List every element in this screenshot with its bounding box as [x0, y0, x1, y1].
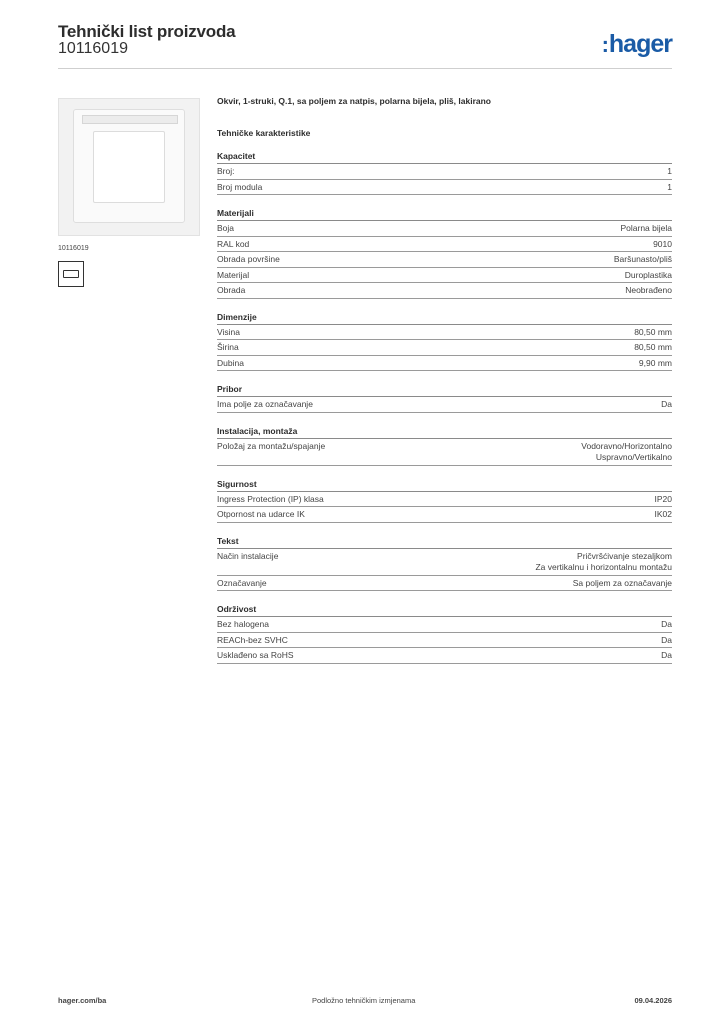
page-header — [58, 20, 672, 69]
spec-row — [217, 283, 672, 299]
spec-value-cell — [667, 182, 672, 194]
spec-row — [217, 252, 672, 268]
spec-row — [217, 356, 672, 372]
spec-label: Ingress Protection (IP) klasa — [217, 493, 324, 504]
spec-group — [217, 208, 672, 299]
spec-value-cell — [661, 619, 672, 631]
spec-value-cell — [661, 635, 672, 647]
spec-value: Da — [661, 619, 672, 629]
spec-value-cell — [581, 441, 672, 464]
spec-row — [217, 633, 672, 649]
spec-row — [217, 221, 672, 237]
spec-label: Broj modula — [217, 181, 263, 192]
spec-group — [217, 312, 672, 372]
spec-group-title: Instalacija, montaža — [217, 426, 672, 439]
spec-group-title: Kapacitet — [217, 151, 672, 164]
spec-label: Obrada — [217, 285, 246, 295]
footer-date: 09.04.2026 — [634, 996, 672, 1005]
spec-value: 1 — [667, 181, 672, 192]
spec-row — [217, 180, 672, 196]
spec-value: Duroplastika — [624, 269, 672, 280]
spec-value: 80,50 mm — [634, 342, 672, 352]
spec-row — [217, 397, 672, 413]
product-description: Okvir, 1-struki, Q.1, sa poljem za natpis, polarna bijela, pliš, lakirano — [217, 96, 491, 106]
footer-note: Podložno tehničkim izmjenama — [312, 996, 416, 1005]
spec-label: Dubina — [217, 357, 244, 368]
product-number: 10116019 — [58, 40, 128, 57]
section-title: Tehničke karakteristike — [217, 128, 311, 138]
spec-label: Način instalacije — [217, 550, 279, 561]
spec-value-cell — [573, 578, 672, 590]
spec-group-title: Tekst — [217, 536, 672, 549]
spec-value-cell — [620, 223, 672, 235]
spec-group — [217, 426, 672, 466]
spec-value-cell — [639, 358, 672, 370]
spec-group-title: Održivost — [217, 604, 672, 617]
spec-value: 9010 — [653, 238, 672, 249]
spec-value-cell — [655, 494, 673, 506]
spec-group — [217, 604, 672, 664]
spec-value: 1 — [667, 166, 672, 176]
image-reference: 10116019 — [58, 245, 89, 252]
spec-label: Širina — [217, 342, 239, 352]
spec-label: Materijal — [217, 269, 250, 280]
product-image — [58, 98, 200, 236]
spec-label: Boja — [217, 223, 235, 233]
spec-row — [217, 648, 672, 664]
product-image-column — [58, 98, 200, 287]
spec-row — [217, 237, 672, 253]
document-title: Tehnički list proizvoda — [58, 22, 236, 41]
specifications — [217, 96, 672, 664]
spec-value: Pričvršćivanje stezaljkom — [577, 550, 672, 561]
spec-row — [217, 576, 672, 592]
footer-website[interactable]: hager.com/ba — [58, 996, 107, 1005]
spec-value-cell — [634, 342, 672, 354]
spec-row — [217, 340, 672, 356]
spec-row — [217, 325, 672, 341]
spec-group-title: Sigurnost — [217, 479, 672, 492]
spec-group — [217, 151, 672, 195]
spec-value: Polarna bijela — [620, 223, 672, 233]
spec-label: REACh-bez SVHC — [217, 634, 288, 645]
spec-value: Da — [661, 650, 672, 660]
spec-label: Bez halogena — [217, 619, 269, 629]
spec-group-title: Materijali — [217, 208, 672, 221]
spec-row — [217, 164, 672, 180]
spec-label: RAL kod — [217, 238, 250, 249]
hager-logo: :hager — [601, 30, 672, 58]
spec-value: Baršunasto/pliš — [613, 254, 672, 264]
spec-label: Usklađeno sa RoHS — [217, 650, 294, 660]
spec-value-cell — [625, 285, 672, 297]
spec-row — [217, 617, 672, 633]
spec-label: Položaj za montažu/spajanje — [217, 440, 326, 451]
spec-value: Neobrađeno — [625, 285, 672, 295]
spec-value-cell — [653, 239, 672, 251]
spec-value-cell — [661, 650, 672, 662]
frame-opening — [93, 131, 165, 203]
spec-value-cell — [661, 399, 672, 411]
spec-value-cell — [634, 327, 672, 339]
spec-row — [217, 507, 672, 523]
spec-value: 9,90 mm — [638, 357, 672, 368]
spec-value: Vodoravno/Horizontalno — [581, 440, 672, 451]
spec-value: IK02 — [654, 509, 672, 519]
spec-row — [217, 439, 672, 466]
spec-row — [217, 492, 672, 508]
spec-group-title: Pribor — [217, 384, 672, 397]
spec-value: Da — [661, 634, 672, 645]
spec-label: Visina — [217, 326, 240, 337]
spec-label: Obrada površine — [217, 254, 280, 264]
spec-group — [217, 479, 672, 523]
spec-label: Broj: — [217, 166, 235, 176]
spec-value: 80,50 mm — [634, 326, 672, 337]
spec-value: IP20 — [654, 493, 672, 504]
spec-row — [217, 549, 672, 576]
spec-value: Sa poljem za označavanje — [572, 577, 672, 588]
spec-label: Ima polje za označavanje — [217, 399, 313, 409]
frame-symbol-icon — [58, 261, 84, 287]
spec-value-line2: Uspravno/Vertikalno — [595, 452, 672, 462]
spec-label: Otpornost na udarce IK — [217, 509, 305, 519]
spec-label: Označavanje — [217, 577, 267, 588]
spec-value-cell — [667, 166, 672, 178]
spec-value-cell — [535, 551, 672, 574]
spec-value: Da — [661, 399, 672, 409]
spec-value-cell — [625, 270, 672, 282]
spec-group — [217, 536, 672, 592]
spec-row — [217, 268, 672, 284]
spec-group-title: Dimenzije — [217, 312, 672, 325]
spec-value-cell — [655, 509, 673, 521]
frame-outer — [73, 109, 185, 223]
spec-groups — [217, 151, 672, 664]
spec-value-line2: Za vertikalnu i horizontalnu montažu — [535, 562, 672, 572]
spec-value-cell — [614, 254, 672, 266]
logo-text: hager — [608, 30, 672, 58]
label-field — [82, 115, 178, 124]
spec-group — [217, 384, 672, 413]
